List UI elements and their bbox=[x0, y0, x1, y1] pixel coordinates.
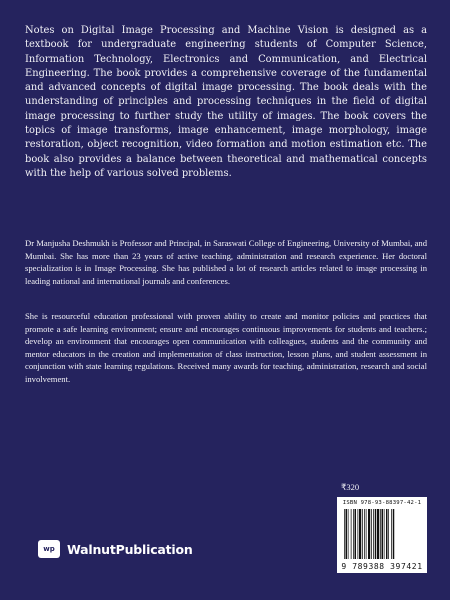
barcode-bar bbox=[358, 509, 359, 559]
barcode-digits: 9 789388 397421 bbox=[341, 562, 423, 571]
isbn-barcode bbox=[337, 497, 427, 573]
author-bio-paragraph-2: She is resourceful education professional with proven ability to create and monitor policies and practices that promote a safe learning environment; ensure and encourages continuous improvements for students and teachers.; develop an environment that encourages open communication with colleagues, students and the community and mentor educators in the creation and implementation of class instruction, lesson plans, and student assessment in conjunction with state learning regulations. Received many awards for teaching, administration, research and social involvement. bbox=[25, 311, 427, 384]
barcode-bar bbox=[380, 509, 381, 559]
barcode-bar bbox=[362, 509, 363, 559]
barcode-bar bbox=[346, 509, 348, 559]
barcode-bar bbox=[366, 509, 367, 559]
barcode-bar bbox=[375, 509, 377, 559]
barcode-bars bbox=[342, 509, 422, 559]
barcode-bar bbox=[391, 509, 392, 559]
barcode-bar bbox=[382, 509, 384, 559]
barcode-bar bbox=[388, 509, 389, 559]
barcode-bar bbox=[348, 509, 349, 559]
price-label: ₹320 bbox=[341, 482, 360, 492]
publisher-name: WalnutPublication bbox=[67, 541, 193, 557]
barcode-bar bbox=[373, 509, 374, 559]
barcode-bar bbox=[355, 509, 357, 559]
barcode-bar bbox=[371, 509, 372, 559]
publisher-logo-icon: wp bbox=[38, 540, 60, 558]
barcode-bar bbox=[351, 509, 352, 559]
barcode-bar bbox=[386, 509, 388, 559]
barcode-bar bbox=[344, 509, 345, 559]
book-description: Notes on Digital Image Processing and Machine Vision is designed as a textbook for undergraduate engineering students of Computer Science, Information Technology, Electronics and Communication, and Electrical Engineering. The book provides a comprehensive coverage of the fundamental and advanced concepts of digital image processing. The book deals with the understanding of principles and processing techniques in the field of digital image processing to further study the utility of images. The book covers the topics of image transforms, image enhancement, image morphology, image restoration, object recognition, video formation and motion estimation etc. The book also provides a balance between theoretical and mathematical concepts with the help of various solved problems. bbox=[25, 25, 427, 179]
barcode-bar bbox=[377, 509, 379, 559]
publisher-logo bbox=[38, 540, 193, 558]
barcode-bar bbox=[359, 509, 361, 559]
barcode-bar bbox=[364, 509, 365, 559]
barcode-bar bbox=[384, 509, 385, 559]
isbn-label: ISBN 978-93-88397-42-1 bbox=[342, 500, 422, 506]
barcode-bar bbox=[353, 509, 354, 559]
author-bio-paragraph-1: Dr Manjusha Deshmukh is Professor and Principal, in Saraswati College of Engineering, University of Mumbai, and Mumbai. She has more than 23 years of active teaching, administration and research experience. Her doctoral specialization is in Image Processing. She has published a lot of research articles related to image processing in leading national and international journals and conferences. bbox=[25, 238, 427, 286]
barcode-bar bbox=[368, 509, 370, 559]
barcode-bar bbox=[393, 509, 395, 559]
